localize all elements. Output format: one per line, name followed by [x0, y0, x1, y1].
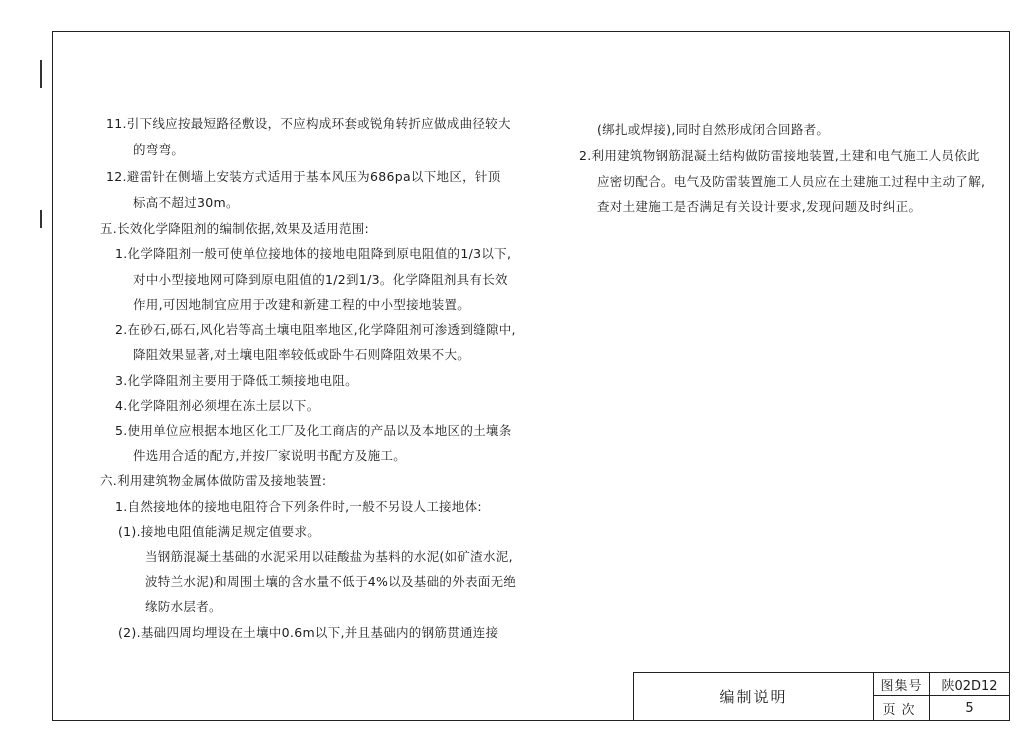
page-number-value: 5 [965, 700, 974, 716]
atlas-number-label: 图集号 [874, 673, 930, 696]
text-line: (1).接地电阻值能满足规定值要求。 [118, 524, 321, 539]
text-line: 标高不超过30m。 [133, 195, 239, 210]
text-line: (绑扎或焊接),同时自然形成闭合回路者。 [597, 122, 830, 137]
atlas-number-value: 陕02D12 [930, 673, 1009, 696]
text-line: 作用,可因地制宜应用于改建和新建工程的中小型接地装置。 [133, 297, 471, 312]
text-line: 3.化学降阻剂主要用于降低工频接地电阻。 [115, 373, 358, 388]
text-line: 5.使用单位应根据本地区化工厂及化工商店的产品以及本地区的土壤条 [115, 423, 512, 438]
binding-mark [40, 210, 42, 228]
text-line: 4.化学降阻剂必须埋在冻土层以下。 [115, 398, 320, 413]
text-line: 应密切配合。电气及防雷装置施工人员应在土建施工过程中主动了解, [597, 174, 986, 189]
binding-mark [40, 60, 42, 88]
text-line: 11.引下线应按最短路径敷设，不应构成环套或锐角转折应做成曲径较大 [106, 116, 511, 131]
text-line: 1.化学降阻剂一般可使单位接地体的接地电阻降到原电阻值的1/3以下, [115, 246, 512, 261]
title-block-title: 编制说明 [634, 673, 874, 720]
title-block [633, 672, 1010, 721]
text-line: 1.自然接地体的接地电阻符合下列条件时,一般不另设人工接地体: [115, 499, 482, 514]
text-line: 12.避雷针在侧墙上安装方式适用于基本风压为686pa以下地区，针顶 [106, 169, 501, 184]
text-line: 对中小型接地网可降到原电阻值的1/2到1/3。化学降阻剂具有长效 [133, 272, 508, 287]
text-line: (2).基础四周均埋设在土壤中0.6m以下,并且基础内的钢筋贯通连接 [118, 625, 499, 640]
text-line: 波特兰水泥)和周围土壤的含水量不低于4%以及基础的外表面无绝 [145, 574, 517, 589]
text-line: 当钢筋混凝土基础的水泥采用以硅酸盐为基料的水泥(如矿渣水泥, [145, 549, 513, 564]
text-line: 2.利用建筑物钢筋混凝土结构做防雷接地装置,土建和电气施工人员依此 [579, 148, 980, 163]
text-line: 查对土建施工是否满足有关设计要求,发现问题及时纠正。 [597, 199, 922, 214]
text-line: 五.长效化学降阻剂的编制依据,效果及适用范围: [100, 221, 370, 236]
text-line: 缘防水层者。 [145, 599, 222, 614]
text-line: 六.利用建筑物金属体做防雷及接地装置: [100, 473, 327, 488]
text-line: 件选用合适的配方,并按厂家说明书配方及施工。 [133, 448, 407, 463]
text-line: 降阻效果显著,对土壤电阻率较低或卧牛石则降阻效果不大。 [133, 347, 471, 362]
text-line: 2.在砂石,砾石,风化岩等高土壤电阻率地区,化学降阻剂可渗透到缝隙中, [115, 322, 516, 337]
page-number-label: 页次 [874, 696, 930, 720]
text-line: 的弯弯。 [133, 142, 185, 157]
